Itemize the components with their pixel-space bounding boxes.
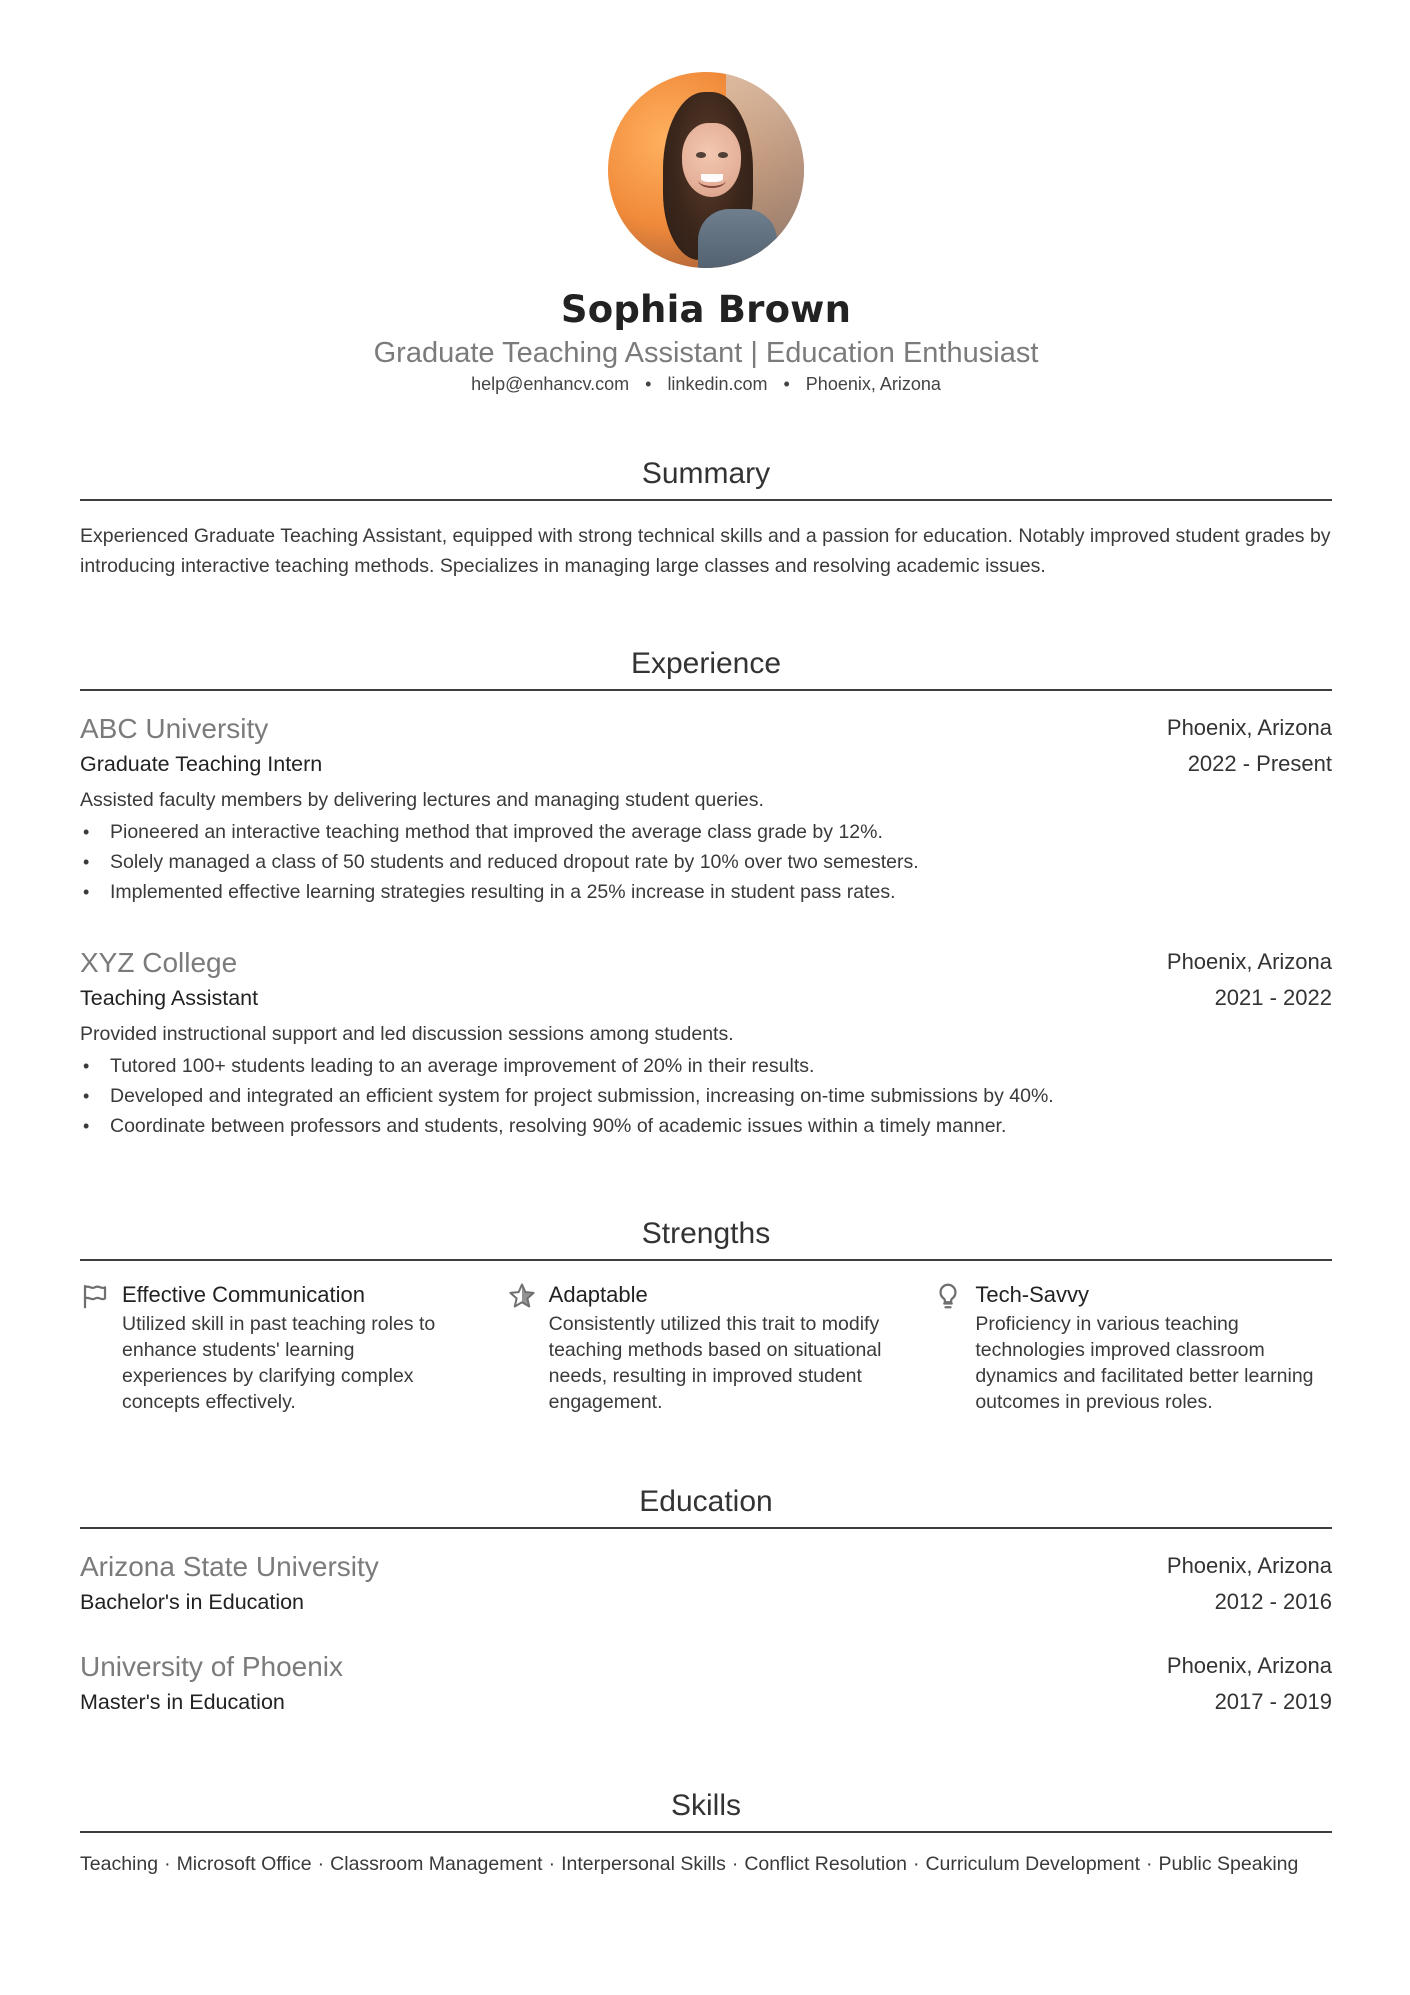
avatar xyxy=(608,72,804,268)
strength-body xyxy=(549,1279,889,1415)
experience-header xyxy=(80,945,1332,981)
experience-item xyxy=(80,711,1332,907)
contact-row xyxy=(80,374,1332,395)
degree: Bachelor's in Education xyxy=(80,1590,305,1614)
skills-section xyxy=(80,1787,1332,1879)
experience-item xyxy=(80,945,1332,1141)
bullet-item: • Implemented effective learning strategies resulting in a 25% increase in student pass rates. xyxy=(80,877,1332,907)
strengths-section xyxy=(80,1215,1332,1415)
location: Phoenix, Arizona xyxy=(1166,1653,1332,1678)
education-heading: Education xyxy=(80,1483,1332,1529)
education-section xyxy=(80,1483,1332,1719)
skill-item: Curriculum Development xyxy=(925,1853,1141,1875)
skill-item: Public Speaking xyxy=(1158,1853,1299,1875)
bullet-item: • Pioneered an interactive teaching method that improved the average class grade by 12%. xyxy=(80,817,1332,847)
skill-separator: · xyxy=(317,1853,325,1875)
experience-section xyxy=(80,645,1332,1141)
description: Assisted faculty members by delivering lectures and managing student queries. xyxy=(80,789,764,811)
strength-body xyxy=(975,1279,1315,1415)
experience-heading: Experience xyxy=(80,645,1332,691)
education-header xyxy=(80,1549,1332,1585)
contact-separator: • xyxy=(783,374,790,394)
dates: 2022 - Present xyxy=(1187,751,1332,776)
summary-section xyxy=(80,455,1332,581)
strength-body xyxy=(122,1279,462,1415)
role-row xyxy=(80,747,1332,781)
bullet-list xyxy=(80,1051,1332,1141)
star-icon xyxy=(507,1281,537,1311)
skill-separator: · xyxy=(548,1853,556,1875)
skill-item: Microsoft Office xyxy=(176,1853,312,1875)
dates: 2021 - 2022 xyxy=(1214,985,1332,1010)
bullet-item: • Solely managed a class of 50 students and reduced dropout rate by 10% over two semesters. xyxy=(80,847,1332,877)
location: Phoenix, Arizona xyxy=(1166,1553,1332,1578)
bullet-item: • Coordinate between professors and students, resolving 90% of academic issues within a timely manner. xyxy=(80,1111,1332,1141)
strength-description: Proficiency in various teaching technologies improved classroom dynamics and facilitated better learning outcomes in previous roles. xyxy=(975,1313,1314,1413)
skills-heading: Skills xyxy=(80,1787,1332,1833)
education-item xyxy=(80,1549,1332,1619)
bullet-item: • Tutored 100+ students leading to an average improvement of 20% in their results. xyxy=(80,1051,1332,1081)
school: Arizona State University xyxy=(80,1551,379,1582)
avatar-smile xyxy=(698,172,725,188)
strength-item xyxy=(80,1279,479,1415)
dates: 2017 - 2019 xyxy=(1214,1689,1332,1714)
contact-separator: • xyxy=(645,374,652,394)
bullet-list xyxy=(80,817,1332,907)
strength-title: Adaptable xyxy=(548,1282,648,1307)
bullet-item: • Developed and integrated an efficient system for project submission, increasing on-time submissions by 40%. xyxy=(80,1081,1332,1111)
strength-item xyxy=(507,1279,906,1415)
summary-heading: Summary xyxy=(80,455,1332,501)
avatar-eye-right xyxy=(718,152,728,158)
avatar-shirt xyxy=(698,209,776,268)
organization: XYZ College xyxy=(80,947,238,978)
role: Teaching Assistant xyxy=(80,986,259,1010)
summary-text: Experienced Graduate Teaching Assistant, equipped with strong technical skills and a passion for education. Notably improved student grades by introducing interactive teaching methods. Specializes in managing large classes and resolving academic issues. xyxy=(80,525,1331,577)
strength-item xyxy=(933,1279,1332,1415)
skill-item: Teaching xyxy=(80,1853,159,1875)
role: Graduate Teaching Intern xyxy=(80,752,323,776)
strengths-heading: Strengths xyxy=(80,1215,1332,1261)
description: Provided instructional support and led discussion sessions among students. xyxy=(80,1023,734,1045)
location: Phoenix, Arizona xyxy=(1166,949,1332,974)
strength-title: Effective Communication xyxy=(122,1282,365,1307)
resume-header xyxy=(80,72,1332,395)
skill-separator: · xyxy=(164,1853,171,1875)
school: University of Phoenix xyxy=(80,1651,344,1682)
skill-separator: · xyxy=(1146,1853,1153,1875)
flag-icon xyxy=(80,1281,110,1311)
organization: ABC University xyxy=(80,713,269,744)
strength-description: Utilized skill in past teaching roles to enhance students' learning experiences by clarifying complex concepts effectively. xyxy=(122,1313,436,1413)
candidate-name: Sophia Brown xyxy=(560,288,852,331)
lightbulb-icon xyxy=(933,1281,963,1311)
skill-item: Conflict Resolution xyxy=(744,1853,907,1875)
dates: 2012 - 2016 xyxy=(1214,1589,1332,1614)
education-header xyxy=(80,1649,1332,1685)
strength-description: Consistently utilized this trait to modify teaching methods based on situational needs, resulting in improved student engagement. xyxy=(548,1313,882,1413)
linkedin-link[interactable]: linkedin.com xyxy=(667,374,768,394)
skill-separator: · xyxy=(731,1853,739,1875)
degree-row xyxy=(80,1585,1332,1619)
contact-location: Phoenix, Arizona xyxy=(805,374,941,394)
degree-row xyxy=(80,1685,1332,1719)
experience-header xyxy=(80,711,1332,747)
skill-item: Interpersonal Skills xyxy=(561,1853,726,1875)
strength-title: Tech-Savvy xyxy=(975,1282,1090,1307)
skill-item: Classroom Management xyxy=(330,1853,543,1875)
skills-line xyxy=(80,1849,1332,1879)
strengths-grid xyxy=(80,1279,1332,1415)
role-row xyxy=(80,981,1332,1015)
location: Phoenix, Arizona xyxy=(1166,715,1332,740)
email-link[interactable]: help@enhancv.com xyxy=(471,374,630,394)
skill-separator: · xyxy=(912,1853,920,1875)
education-item xyxy=(80,1649,1332,1719)
degree: Master's in Education xyxy=(80,1690,285,1714)
candidate-title: Graduate Teaching Assistant | Education Enthusiast xyxy=(373,337,1039,369)
